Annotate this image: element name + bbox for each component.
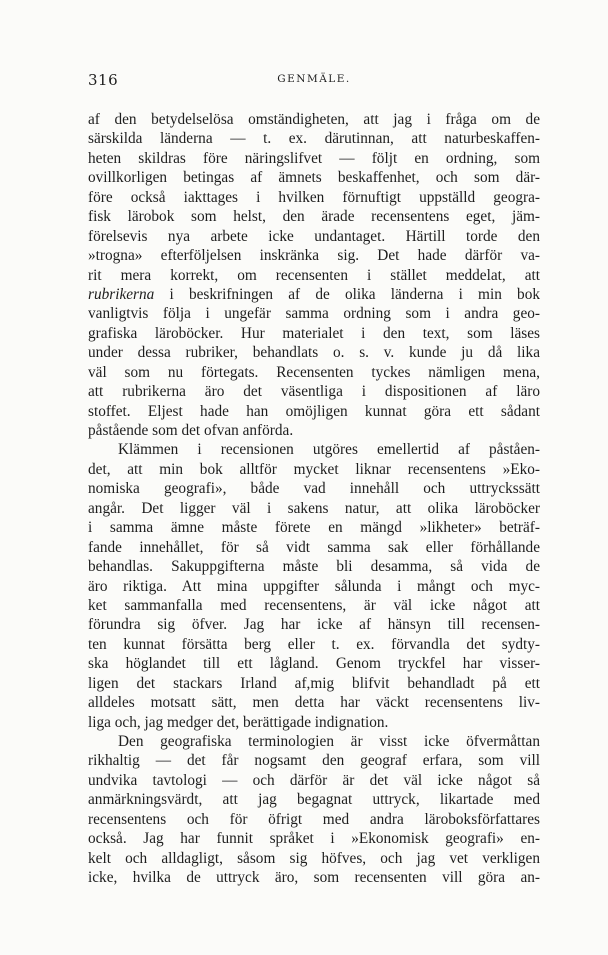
- italic-word: rubrikerna: [88, 285, 155, 303]
- text-line: icke, hvilka de uttryck äro, som recensenten vill göra an-: [88, 869, 540, 887]
- text-line: ten kunnat försätta berg eller t. ex. förvandla det sydty-: [88, 635, 540, 653]
- text-line: kelt och alldagligt, såsom sig höfves, och jag vet verkligen: [88, 849, 540, 867]
- text-line: anmärkningsvärdt, att jag begagnat uttryck, likartade med: [88, 791, 540, 809]
- text-line: ligen det stackars Irland af,mig blifvit behandladt på ett: [88, 674, 540, 692]
- text-line: nomiska geografi», både vad innehåll och uttryckssätt: [88, 480, 540, 498]
- text-line: påstående som det ofvan anförda.: [88, 422, 294, 439]
- text-line: alldeles motsatt sätt, men detta har väckt recensentens liv-: [88, 694, 540, 712]
- text-line: ket sammanfalla med recensentens, är väl icke något att: [88, 596, 540, 614]
- text-line: före också iakttages i hvilken förnuftigt uppställd geogra-: [88, 188, 540, 206]
- text-line: fisk lärobok som helst, den ärade recensentens eget, jäm-: [88, 208, 540, 226]
- paragraph-2: [88, 440, 540, 732]
- text-line: i samma ämne måste förete en mängd »likheter» beträf-: [88, 519, 540, 537]
- text-line-italic-start: rubrikerna i beskrifningen af de olika länderna i min bok: [88, 285, 540, 303]
- text-line: fande innehållet, för så vidt samma sak eller förhållande: [88, 538, 540, 556]
- text-line: ovillkorligen betingas af ämnets beskaffenhet, och som där-: [88, 169, 540, 187]
- paragraph-1: [88, 110, 540, 440]
- text-line: under dessa rubriker, behandlats o. s. v. kunde ju då lika: [88, 344, 540, 362]
- page-number: 316: [88, 71, 119, 89]
- text-line: Den geografiska terminologien är visst icke öfvermåttan: [118, 733, 540, 750]
- text-line: angår. Det ligger väl i sakens natur, att olika läroböcker: [88, 499, 540, 517]
- text-line: särskilda länderna — t. ex. därutinnan, att naturbeskaffen-: [88, 130, 540, 148]
- text-line: undvika tavtologi — och därför är det väl icke något så: [88, 771, 540, 789]
- running-header: [88, 71, 540, 91]
- text-line: behandlas. Sakuppgifterna måste bli desamma, så vida de: [88, 558, 540, 576]
- text-line: Klämmen i recensionen utgöres emellertid af påståen-: [118, 441, 540, 459]
- text-line: grafiska läroböcker. Hur materialet i den text, som läses: [88, 324, 540, 342]
- text-line: det, att min bok alltför mycket liknar recensentens »Eko-: [88, 460, 540, 478]
- text-line: »trogna» efterföljelsen inskränka sig. Det hade därför va-: [88, 247, 540, 265]
- text-line: heten skildras före näringslifvet — följt en ordning, som: [88, 149, 540, 167]
- paragraph-3: [88, 732, 540, 888]
- text-line: rit mera korrekt, om recensenten i stället meddelat, att: [88, 266, 540, 284]
- text-line: förundra sig öfver. Jag har icke af hänsyn till recensen-: [88, 616, 540, 634]
- text-line: recensentens och för öfrigt med andra läroboksförfattares: [88, 810, 540, 828]
- text-line: också. Jag har funnit språket i »Ekonomisk geografi» en-: [88, 830, 540, 848]
- text-line: äro riktiga. Att mina uppgifter sålunda i mångt och myc-: [88, 577, 540, 595]
- text-line: stoffet. Eljest hade han omöjligen kunnat göra ett sådant: [88, 402, 540, 420]
- text-line: af den betydelselösa omständigheten, att jag i fråga om de: [88, 111, 540, 128]
- text-line: väl som nu förtegats. Recensenten tyckes nämligen mena,: [88, 363, 540, 381]
- body-text: [88, 110, 540, 888]
- text-line: ska höglandet till ett lågland. Genom tryckfel har visser-: [88, 655, 540, 673]
- text-line: vanligtvis följa i ungefär samma ordning som i andra geo-: [88, 305, 540, 323]
- running-title: GENMÄLE.: [277, 73, 351, 85]
- text-line: att rubrikerna äro det väsentliga i dispositionen af läro: [88, 383, 540, 401]
- text-line: rikhaltig — det får nogsamt den geograf erfara, som vill: [88, 752, 540, 770]
- text-line: liga och, jag medger det, berättigade indignation.: [88, 713, 389, 731]
- text-line: förelsevis nya arbete icke undantaget. Härtill torde den: [88, 227, 540, 245]
